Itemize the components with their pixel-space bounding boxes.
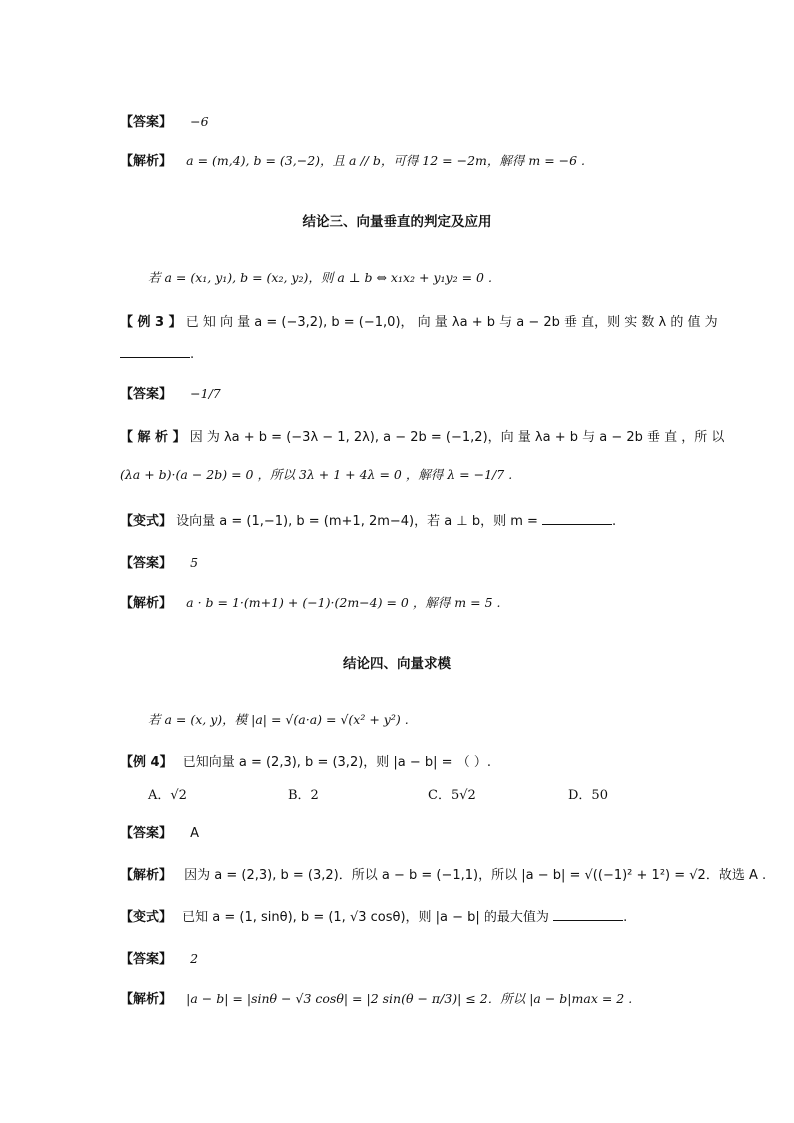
answer-line-4 bbox=[120, 822, 199, 841]
solution-4b-text: |a − b| = |sinθ − √3 cosθ| = |2 sin(θ − π/3)| ≤ 2．所以 |a − b|max = 2 . bbox=[186, 991, 633, 1006]
solution-3-line-1 bbox=[120, 426, 725, 445]
example-4-text: 已知向量 a = (2,3), b = (3,2)，则 |a − b| = （ ）. bbox=[182, 755, 491, 770]
solution-line-4 bbox=[120, 864, 766, 883]
period: . bbox=[612, 514, 617, 529]
solution-3-line-2 bbox=[120, 465, 512, 483]
example-tag: 【 例 3 】 bbox=[120, 315, 182, 330]
answer-tag: 【答案】 bbox=[120, 115, 173, 130]
variant-tag: 【变式】 bbox=[120, 910, 173, 925]
solution-line-3b bbox=[120, 592, 500, 611]
answer-blank[interactable] bbox=[542, 512, 612, 525]
solution-3-text-2: (λa + b)·(a − 2b) = 0 ，所以 3λ + 1 + 4λ = 0 ，解得 λ = −1/7 . bbox=[120, 467, 513, 482]
variant-tag: 【变式】 bbox=[120, 514, 173, 529]
answer-line-1 bbox=[120, 111, 209, 130]
answer-value: −1/7 bbox=[190, 386, 221, 401]
example-3-text: 已 知 向 量 a = (−3,2), b = (−1,0)， 向 量 λa + b 与 a − 2b 垂 直，则 实 数 λ 的 值 为 bbox=[185, 315, 718, 330]
conclusion-4-text: 若 a = (x, y)，模 |a| = √(a·a) = √(x² + y²) . bbox=[148, 712, 409, 727]
answer-value: 5 bbox=[190, 555, 199, 570]
answer-tag: 【答案】 bbox=[120, 952, 173, 967]
variant-3 bbox=[120, 510, 616, 529]
solution-3-text-1: 因 为 λa + b = (−3λ − 1, 2λ), a − 2b = (−1,2)，向 量 λa + b 与 a − 2b 垂 直 ，所 以 bbox=[189, 430, 725, 445]
solution-line-4b bbox=[120, 988, 632, 1007]
solution-tag: 【解析】 bbox=[120, 596, 173, 611]
answer-tag: 【答案】 bbox=[120, 387, 173, 402]
answer-value: 2 bbox=[190, 951, 199, 966]
example-4 bbox=[120, 751, 491, 770]
solution-tag: 【 解 析 】 bbox=[120, 430, 186, 445]
period: . bbox=[623, 910, 628, 925]
answer-blank[interactable] bbox=[120, 345, 190, 358]
choice-a[interactable]: A．√2 bbox=[148, 788, 187, 803]
solution-4-text: 因为 a = (2,3), b = (3,2)．所以 a − b = (−1,1)，所以 |a − b| = √((−1)² + 1²) = √2．故选 A . bbox=[184, 868, 767, 883]
conclusion-4 bbox=[148, 710, 409, 728]
solution-tag: 【解析】 bbox=[120, 868, 173, 883]
variant-4 bbox=[120, 906, 627, 925]
period: . bbox=[190, 347, 195, 362]
answer-tag: 【答案】 bbox=[120, 826, 173, 841]
example-3-line-1 bbox=[120, 311, 718, 330]
example-tag: 【例 4】 bbox=[120, 755, 173, 770]
solution-tag: 【解析】 bbox=[120, 154, 173, 169]
example-3-line-2 bbox=[120, 345, 194, 362]
choice-d[interactable]: D．50 bbox=[568, 788, 608, 803]
solution-tag: 【解析】 bbox=[120, 992, 173, 1007]
section-heading-4: 结论四、向量求模 bbox=[343, 656, 451, 672]
answer-value: −6 bbox=[190, 114, 209, 129]
answer-line-4b bbox=[120, 948, 198, 967]
choice-b[interactable]: B．2 bbox=[288, 788, 319, 803]
answer-tag: 【答案】 bbox=[120, 556, 173, 571]
solution-text: a = (m,4), b = (3,−2)，且 a // b，可得 12 = −2m，解得 m = −6 . bbox=[186, 153, 586, 168]
section-heading-3: 结论三、向量垂直的判定及应用 bbox=[302, 214, 492, 230]
solution-text: a · b = 1·(m+1) + (−1)·(2m−4) = 0 ，解得 m = 5 . bbox=[186, 595, 501, 610]
answer-line-3b bbox=[120, 552, 198, 571]
solution-line-1 bbox=[120, 150, 585, 169]
conclusion-3-text: 若 a = (x₁, y₁), b = (x₂, y₂)，则 a ⊥ b ⇔ x₁x₂ + y₁y₂ = 0 . bbox=[148, 270, 492, 285]
answer-line-3 bbox=[120, 383, 221, 402]
choice-c[interactable]: C．5√2 bbox=[428, 788, 476, 803]
variant-3-text: 设向量 a = (1,−1), b = (m+1, 2m−4)，若 a ⊥ b，则 m = bbox=[176, 514, 538, 529]
answer-value: A bbox=[190, 826, 200, 841]
answer-blank[interactable] bbox=[553, 908, 623, 921]
conclusion-3 bbox=[148, 268, 492, 286]
variant-4-text: 已知 a = (1, sinθ), b = (1, √3 cosθ)，则 |a − b| 的最大值为 bbox=[182, 910, 549, 925]
